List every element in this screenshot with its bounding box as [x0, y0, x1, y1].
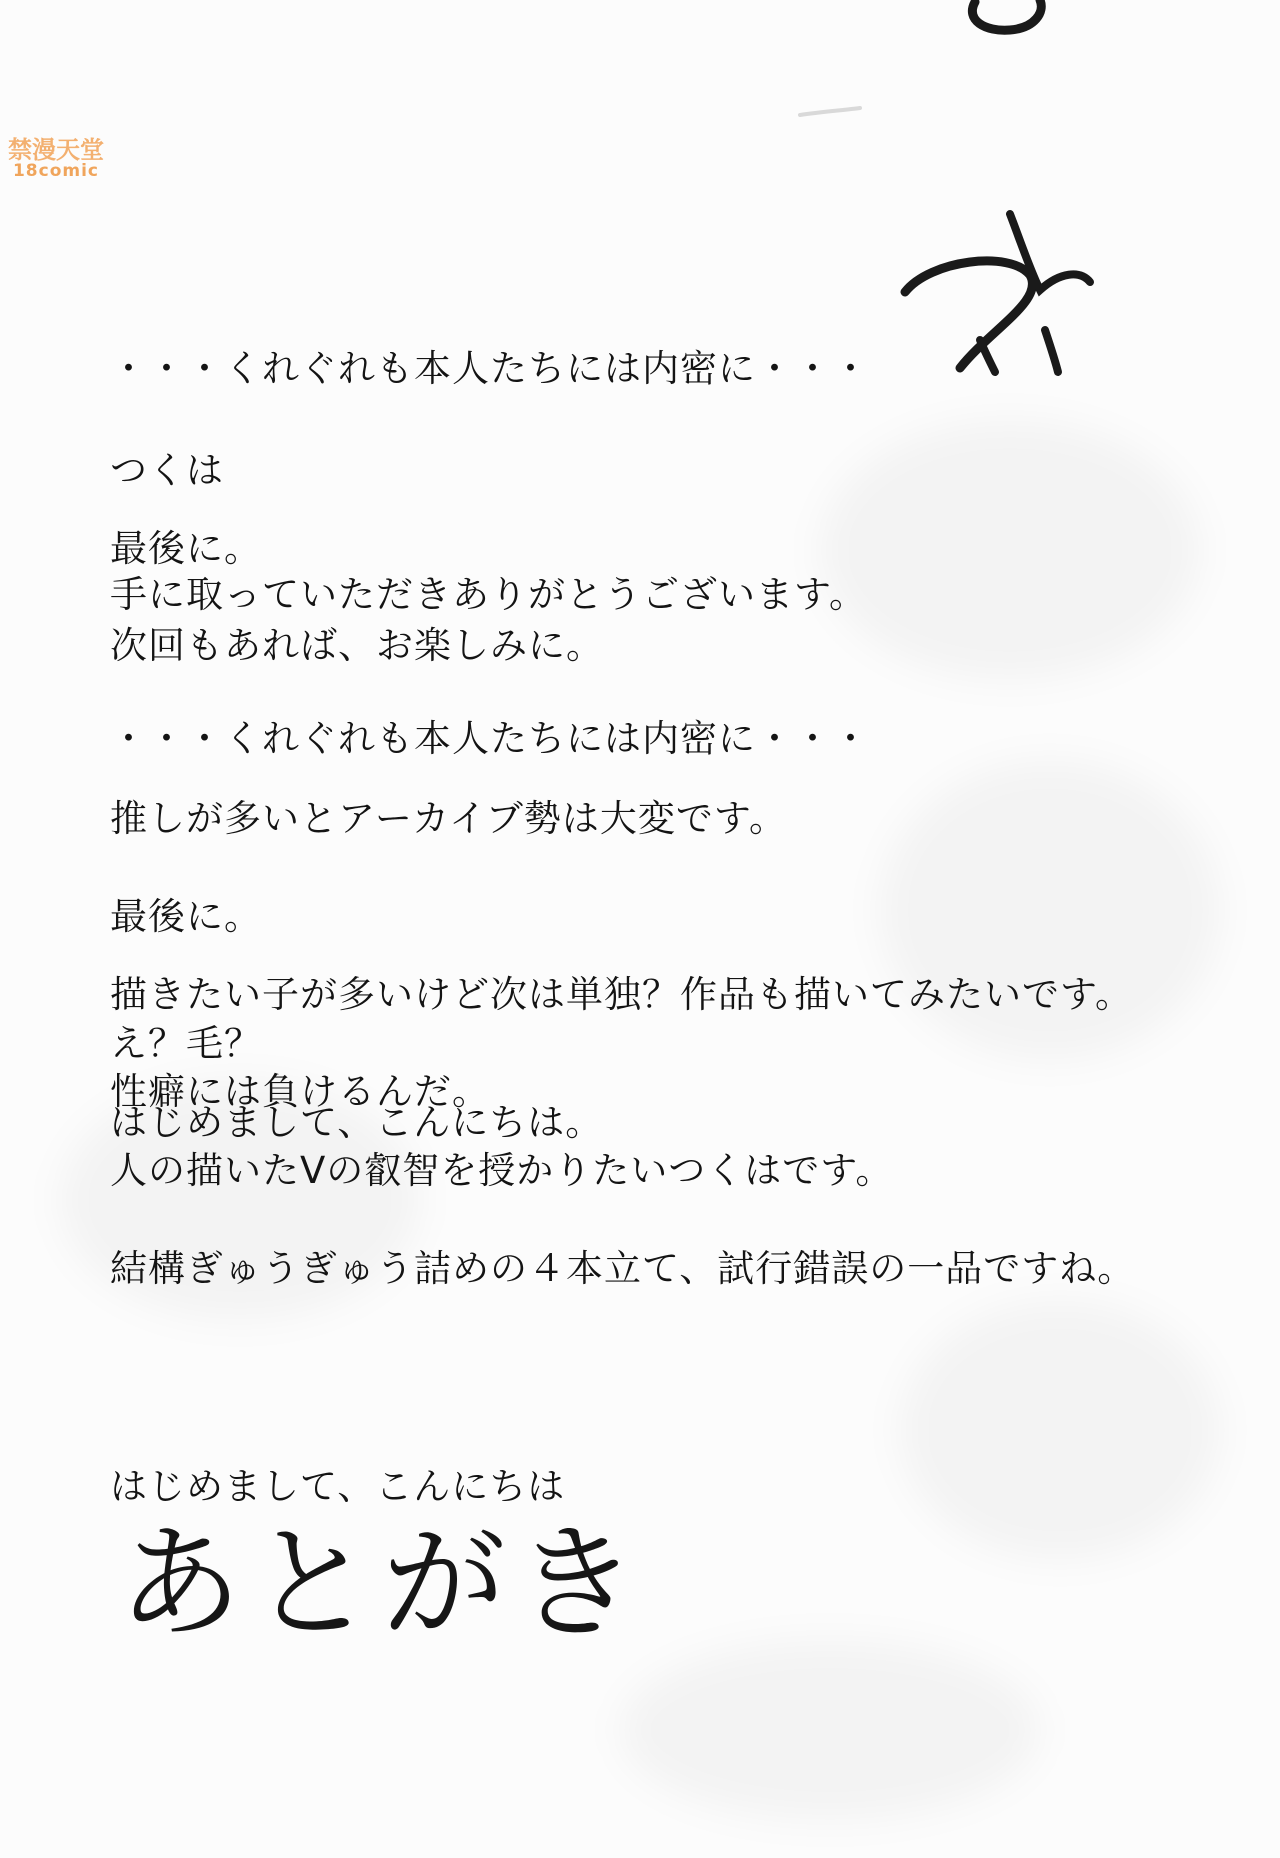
sliced-text-strip — [0, 527, 1280, 570]
sliced-text-strip — [0, 1465, 1280, 1508]
watermark-subtitle: 18comic — [12, 161, 100, 182]
watermark-logo — [4, 138, 108, 180]
scan-shadow — [620, 1640, 1040, 1820]
text-line: 結構ぎゅうぎゅう詰めの４本立て、試行錯誤の一品ですね。 — [110, 1247, 1136, 1290]
cut-text-line: ・・・くれぐれも本人たちには内密に・・・ — [110, 717, 870, 760]
text-line: 人の描いたVの叡智を授かりたいつくはです。 — [110, 1149, 894, 1192]
cut-text-line: ・・・くれぐれも本人たちには内密に・・・ — [110, 347, 870, 390]
text-line: 性癖には負けるんだ。 — [110, 1070, 490, 1113]
cut-text-line: 最後に。 — [110, 895, 262, 938]
sliced-text-strip — [0, 895, 1280, 938]
text-line: 次回もあれば、お楽しみに。 — [110, 624, 604, 667]
sliced-text-strip — [0, 347, 1280, 390]
afterword-title: あとがき — [118, 1512, 647, 1656]
sliced-text-strip — [0, 717, 1280, 760]
text-line: はじめまして、こんにちは。 — [110, 1101, 604, 1144]
text-line: 描きたい子が多いけど次は単独？作品も描いてみたいです。 — [110, 973, 1134, 1016]
author-signature-text: つくは — [110, 449, 224, 492]
cut-text-line: 最後に。 — [110, 527, 262, 570]
text-line: 推しが多いとアーカイブ勢は大変です。 — [110, 797, 787, 840]
signature-drawing — [0, 0, 1280, 380]
scan-shadow — [900, 1300, 1220, 1560]
watermark-title: 禁漫天堂 — [8, 136, 104, 164]
text-line: 手に取っていただきありがとうございます。 — [110, 573, 868, 616]
cut-text-line: はじめまして、こんにちは — [110, 1465, 566, 1508]
text-line: え？毛？ — [110, 1022, 262, 1065]
